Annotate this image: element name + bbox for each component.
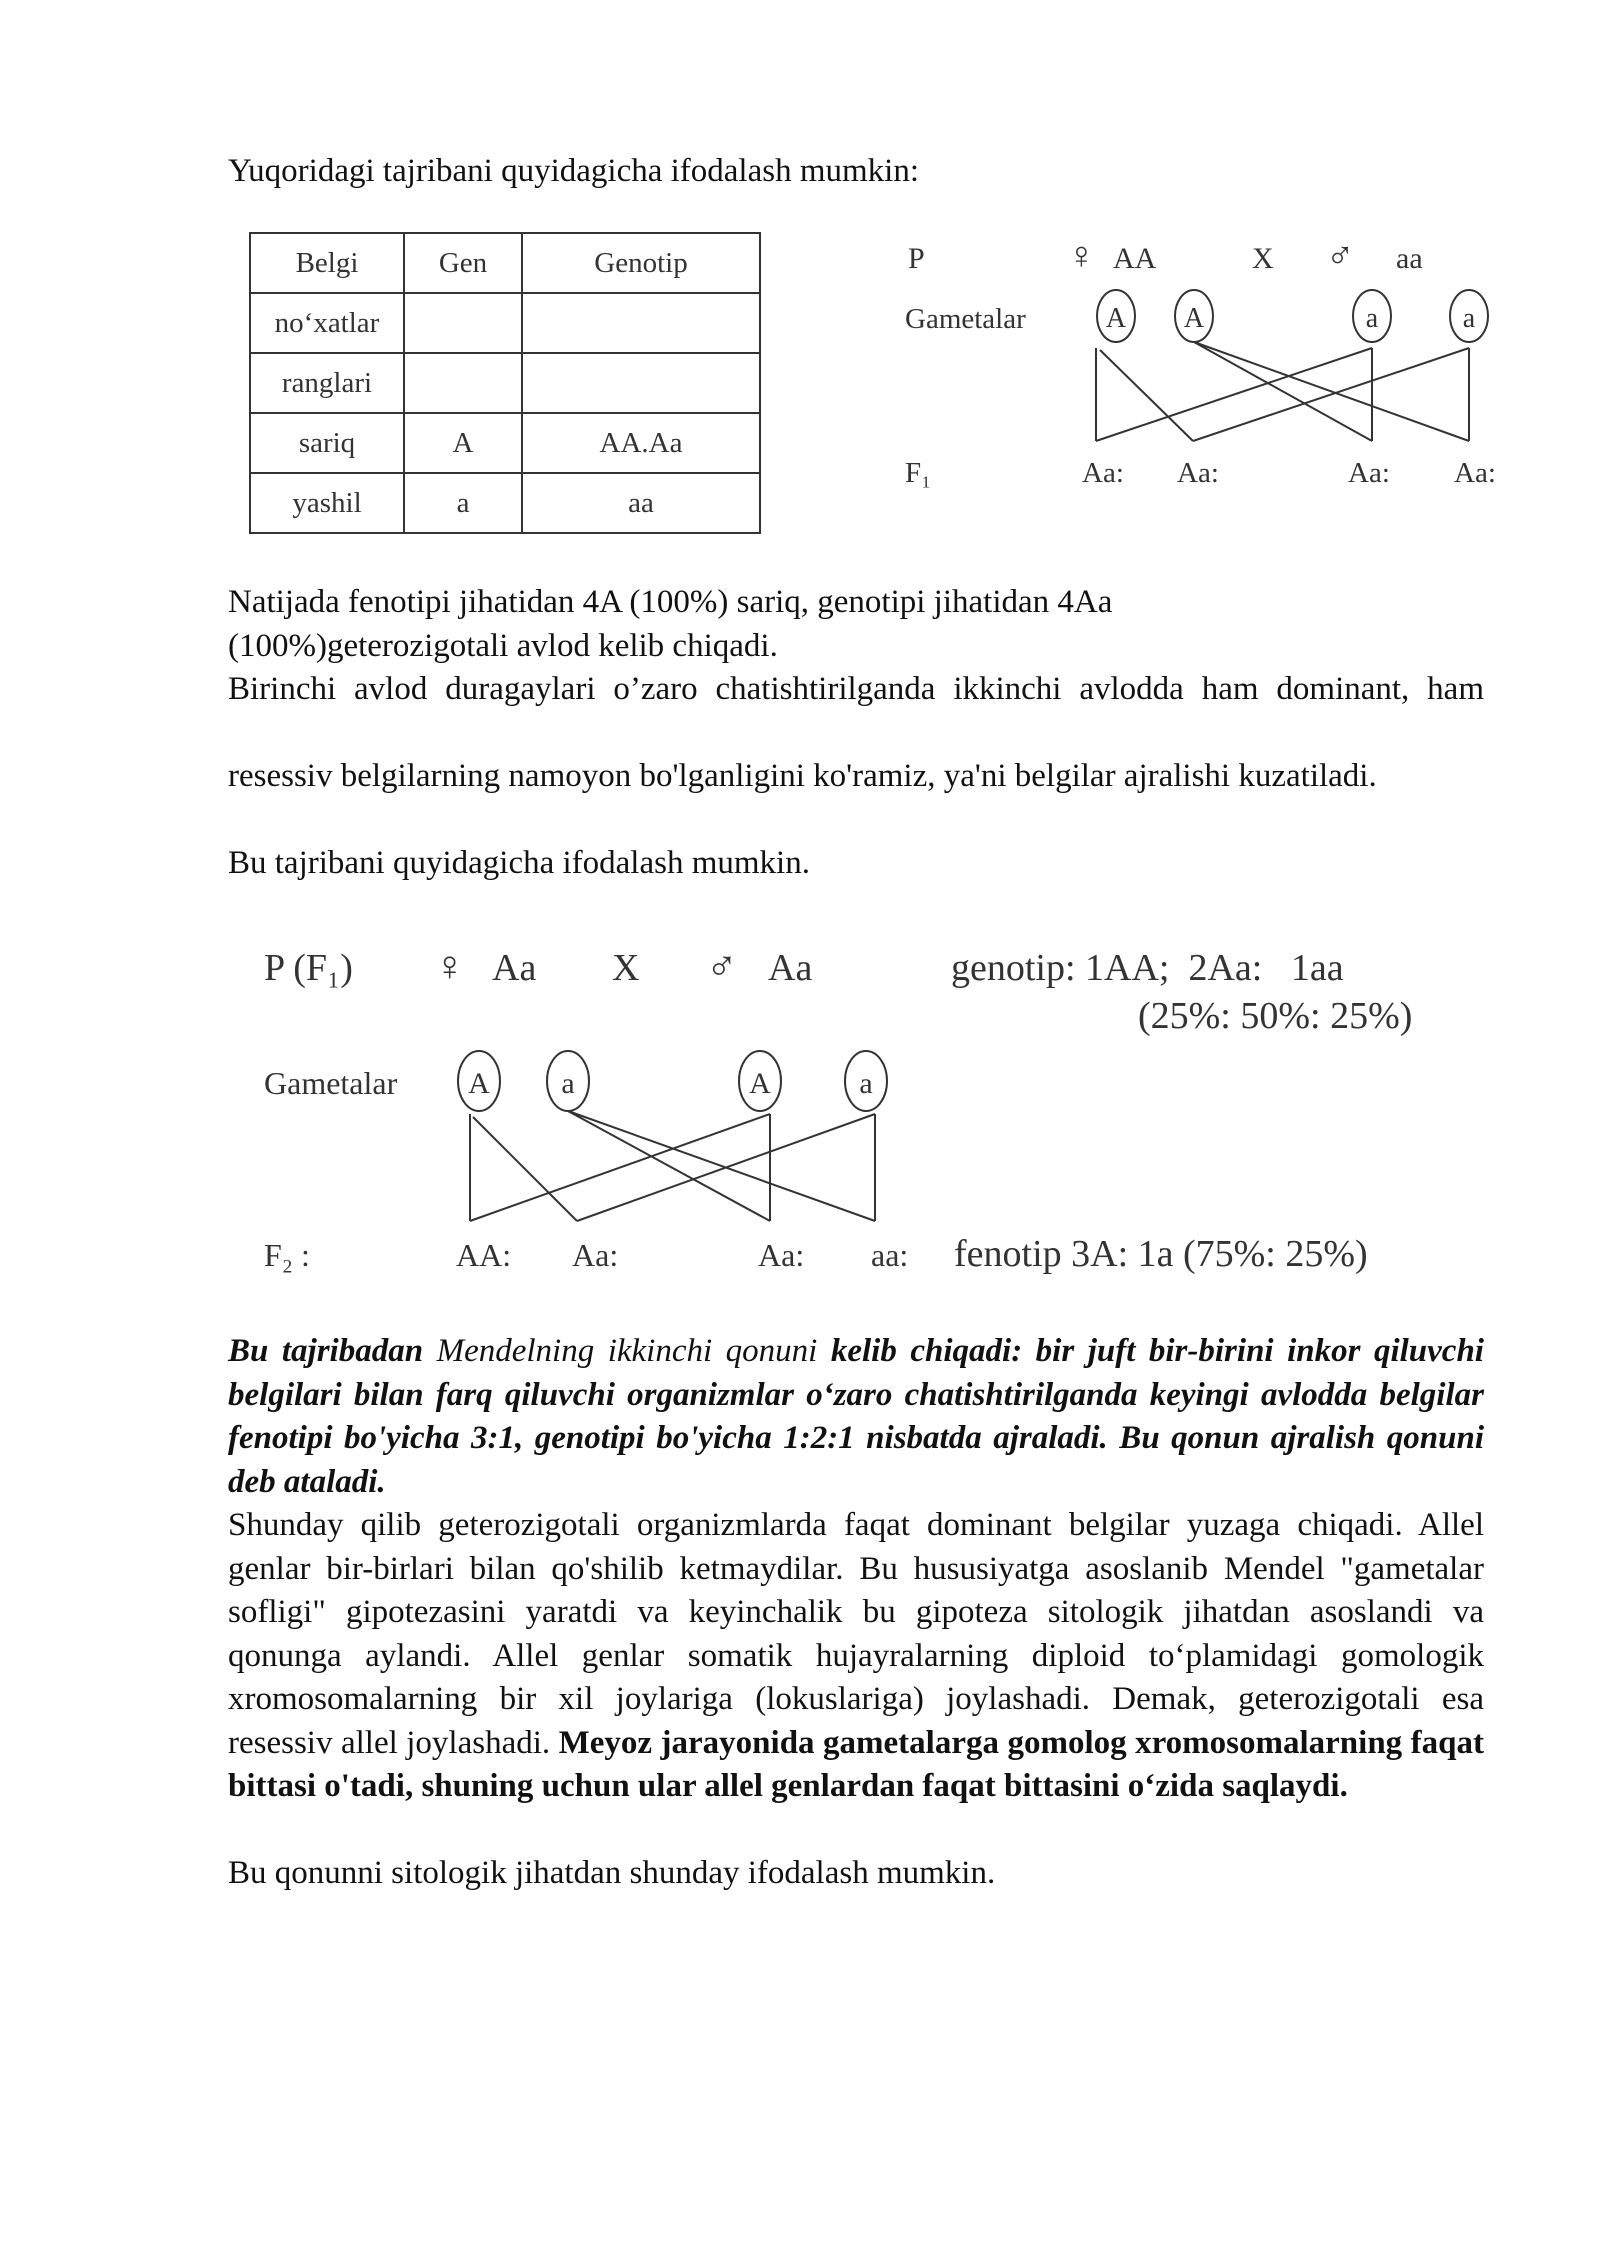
cross2-gametes-label: Gametalar bbox=[264, 1065, 398, 1101]
offspring-genotype: aa: bbox=[871, 1237, 909, 1273]
gamete-allele: A bbox=[1183, 303, 1205, 334]
offspring-genotype: Aa: bbox=[572, 1237, 619, 1273]
gamete-allele: A bbox=[749, 1067, 771, 1100]
offspring-genotype: Aa: bbox=[1082, 457, 1124, 489]
f2-paragraph-line2: resessiv belgilarning namoyon bo'lganligini ko'ramiz, ya'ni belgilar ajralishi kuzatiladi. bbox=[228, 758, 1377, 794]
table-cell: yashil bbox=[250, 473, 404, 533]
gamete-allele: a bbox=[1462, 303, 1476, 334]
intro-text: Yuqoridagi tajribani quyidagicha ifodalash mumkin: bbox=[228, 153, 920, 189]
law-name: Mendelning ikkinchi qonuni bbox=[423, 1333, 831, 1369]
offspring-genotype: AA: bbox=[456, 1237, 512, 1273]
female-symbol: ♀ bbox=[1067, 235, 1096, 277]
explanation-paragraph bbox=[228, 1504, 1484, 1809]
table-cell: no‘xatlar bbox=[250, 293, 404, 353]
table-cell: A bbox=[404, 413, 522, 473]
f2-paragraph-line1: Birinchi avlod duragaylari o’zaro chatishtirilganda ikkinchi avlodda ham dominant, ham bbox=[228, 671, 1484, 707]
cross1-gametes-label: Gametalar bbox=[905, 303, 1026, 335]
cross1-female-genotype: AA bbox=[1113, 242, 1157, 275]
law-statement: kelib chiqadi: bir juft bir-birini inkor qiluvchi belgilari bilan farq qiluvchi organizmlar o‘zaro chatishtirilganda keyingi avlodda belgilar fenotipi bo'yicha 3:1, genotipi bo'yicha 1:2:1 nisbatda ajraladi. Bu qonun ajralish qonuni deb ataladi. bbox=[228, 1333, 1484, 1500]
cross2-female-genotype: Aa bbox=[492, 947, 537, 989]
result-paragraph: Natijada fenotipi jihatidan 4A (100%) sariq, genotipi jihatidan 4Aa (100%)geterozigotali avlod kelib chiqadi. bbox=[228, 584, 1113, 664]
mendel-law-paragraph bbox=[228, 1330, 1484, 1504]
cross1-f1-label: F₁ bbox=[905, 457, 932, 489]
cross1-connector-lines bbox=[1096, 342, 1469, 441]
offspring-genotype: Aa: bbox=[1177, 457, 1219, 489]
table-header: Gen bbox=[404, 233, 522, 293]
table-cell: aa bbox=[522, 473, 760, 533]
phenotype-ratio: fenotip 3A: 1a (75%: 25%) bbox=[954, 1233, 1368, 1275]
table-cell: AA.Aa bbox=[522, 413, 760, 473]
cross2-f2-label: F₂ : bbox=[264, 1237, 310, 1273]
closing-text: Bu qonunni sitologik jihatdan shunday ifodalash mumkin. bbox=[228, 1855, 996, 1891]
cross1-cross-symbol: X bbox=[1252, 242, 1274, 275]
cross2-cross-symbol: X bbox=[612, 947, 640, 989]
cross1-p-label: P bbox=[908, 242, 925, 275]
genotype-percent: (25%: 50%: 25%) bbox=[1138, 995, 1413, 1037]
genotype-ratio: genotip: 1AA; 2Aa: 1aa bbox=[951, 947, 1344, 989]
offspring-genotype: Aa: bbox=[1454, 457, 1496, 489]
cross1-male-genotype: aa bbox=[1396, 242, 1423, 275]
cross2-male-genotype: Aa bbox=[768, 947, 813, 989]
cross2-gamete-circles bbox=[458, 1051, 887, 1111]
cross2-connector-lines bbox=[470, 1111, 875, 1221]
cross2-diagram bbox=[0, 900, 1600, 1300]
table-cell: ranglari bbox=[250, 353, 404, 413]
cross1-gamete-circles bbox=[1097, 290, 1488, 342]
expression-intro: Bu tajribani quyidagicha ifodalash mumkin. bbox=[228, 845, 810, 881]
offspring-genotype: Aa: bbox=[758, 1237, 805, 1273]
offspring-genotype: Aa: bbox=[1348, 457, 1390, 489]
explanation-text: Shunday qilib geterozigotali organizmlarda faqat dominant belgilar yuzaga chiqadi. Allel genlar bir-birlari bilan qo'shilib ketmaydilar. Bu hususiyatga asoslanib Mendel "gametalar sofligi" gipotezasini yaratdi va keyinchalik bu gipoteza sitologik jihatdan asoslandi va qonunga aylandi. Allel genlar somatik hujayralarning diploid to‘plamidagi gomologik xromosomalarning bir xil joylariga (lokuslariga) joylashadi. Demak, geterozigotali esa resessiv allel joylashadi. bbox=[228, 1507, 1484, 1761]
cross2-p-label: P (F₁) bbox=[264, 947, 353, 989]
table-header: Genotip bbox=[522, 233, 760, 293]
law-intro: Bu tajribadan bbox=[228, 1333, 424, 1369]
gamete-allele: a bbox=[859, 1067, 873, 1100]
gamete-allele: A bbox=[468, 1067, 490, 1100]
female-symbol: ♀ bbox=[434, 944, 466, 990]
meiosis-statement: Meyoz jarayonida gametalarga gomolog xromosomalarning faqat bittasi o'tadi, shuning uchun ular allel genlardan faqat bittasini o‘zida saqlaydi. bbox=[228, 1724, 1484, 1804]
table-cell: sariq bbox=[250, 413, 404, 473]
cross1-diagram bbox=[0, 0, 1600, 560]
male-symbol: ♂ bbox=[706, 944, 738, 990]
male-symbol: ♂ bbox=[1326, 235, 1355, 277]
gamete-allele: A bbox=[1105, 303, 1127, 334]
gamete-allele: a bbox=[561, 1067, 575, 1100]
table-header: Belgi bbox=[250, 233, 404, 293]
gamete-allele: a bbox=[1365, 303, 1379, 334]
table-cell: a bbox=[404, 473, 522, 533]
